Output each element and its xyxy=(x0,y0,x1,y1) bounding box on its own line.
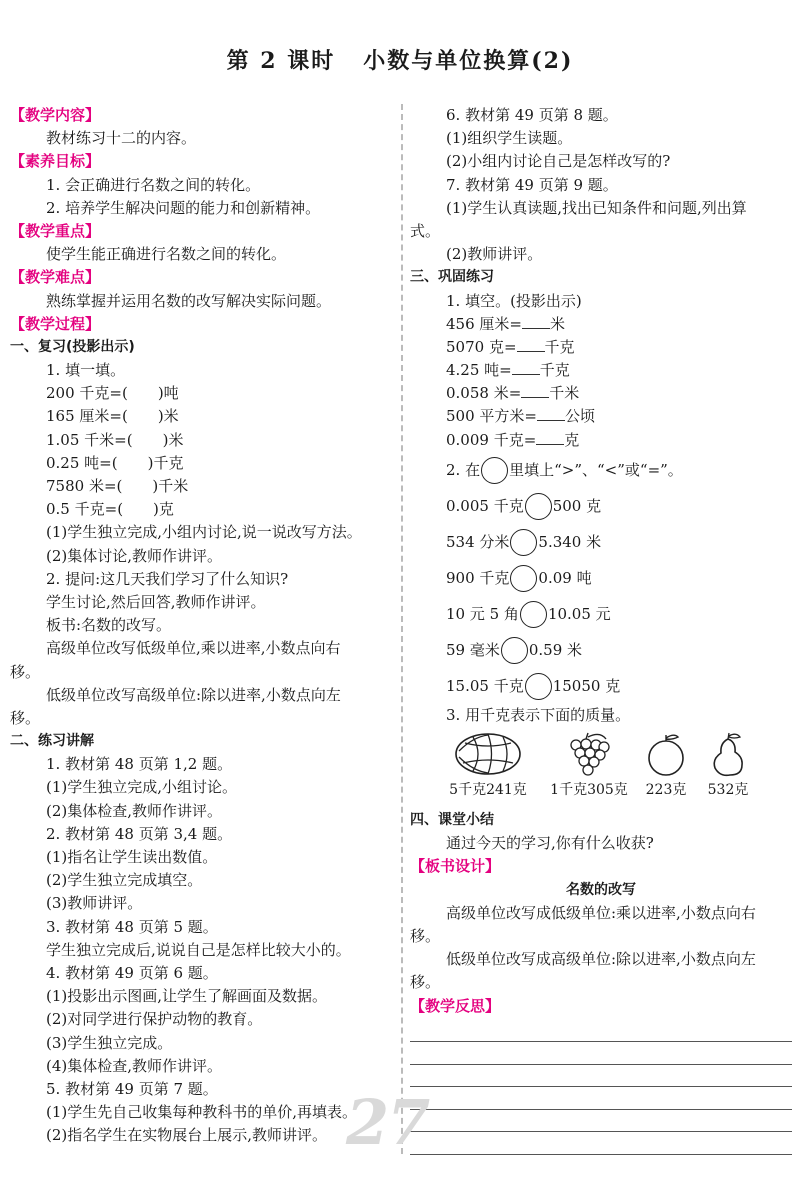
review-rule: 高级单位改写低级单位,乘以进率,小数点向右 xyxy=(46,639,341,658)
compare-item: 15.05 千克 15050 克 xyxy=(410,668,792,704)
review-item: 0.5 千克=( )克 xyxy=(46,500,174,519)
compare-item: 534 分米 5.340 米 xyxy=(410,524,792,560)
content-tag: 【教学内容】 xyxy=(10,106,101,124)
practice-line: (2)对同学进行保护动物的教育。 xyxy=(46,1010,263,1029)
practice-line: (2)集体检查,教师作讲评。 xyxy=(46,801,223,820)
practice-line: (1)学生认真读题,找出已知条件和问题,列出算 xyxy=(446,198,747,217)
review-step: 学生讨论,然后回答,教师作讲评。 xyxy=(46,592,266,611)
left-column xyxy=(10,104,398,1147)
review-item: 200 千克=( )吨 xyxy=(46,384,179,403)
practice-line: (1)指名让学生读出数值。 xyxy=(46,848,218,866)
summary-text: 通过今天的学习,你有什么收获? xyxy=(446,834,654,853)
fill-item: 500 平方米= 公顷 xyxy=(446,407,595,426)
fruit-label: 223克 xyxy=(645,782,687,798)
circle-blank xyxy=(520,601,547,628)
fill-blank xyxy=(521,384,549,398)
section-consolidate: 三、巩固练习 xyxy=(410,269,494,286)
fruit-label: 532克 xyxy=(707,782,749,798)
writing-line xyxy=(410,1042,792,1065)
reflection-tag: 【教学反思】 xyxy=(410,996,501,1015)
orange-icon xyxy=(644,731,688,777)
practice-line: (2)教师讲评。 xyxy=(446,245,543,264)
review-step: (1)学生独立完成,小组内讨论,说一说改写方法。 xyxy=(46,523,362,542)
circle-blank xyxy=(510,565,537,592)
circle-blank xyxy=(525,673,552,700)
practice-line: (4)集体检查,教师作讲评。 xyxy=(46,1056,223,1075)
content-text: 教材练习十二的内容。 xyxy=(46,129,197,148)
circle-blank xyxy=(525,493,552,520)
practice-line: 6. 教材第 49 页第 8 题。 xyxy=(446,106,618,124)
fruit-orange xyxy=(638,731,694,799)
fruit-grapes xyxy=(546,731,632,799)
board-title: 名数的改写 xyxy=(566,881,636,898)
fill-blank xyxy=(536,431,564,445)
goal-item: 1. 会正确进行名数之间的转化。 xyxy=(46,175,261,194)
fill-blank xyxy=(512,361,540,375)
writing-line xyxy=(410,1065,792,1088)
practice-line: (1)学生先自己收集每种教科书的单价,再填表。 xyxy=(46,1103,358,1122)
fill-item: 456 厘米= 米 xyxy=(446,314,565,333)
compare-item: 59 毫米 0.59 米 xyxy=(410,632,792,668)
fill-item: 0.058 米= 千米 xyxy=(446,384,580,403)
pear-icon xyxy=(708,731,748,777)
fruit-label: 1千克305克 xyxy=(550,782,628,798)
mass-question: 3. 用千克表示下面的质量。 xyxy=(446,705,631,724)
difficulty-text: 熟练掌握并运用名数的改写解决实际问题。 xyxy=(46,291,332,310)
circle-blank xyxy=(510,529,537,556)
practice-line: (2)小组内讨论自己是怎样改写的? xyxy=(446,152,671,171)
goal-item: 2. 培养学生解决问题的能力和创新精神。 xyxy=(46,198,321,217)
section-summary: 四、课堂小结 xyxy=(410,812,494,828)
practice-line: 2. 教材第 48 页第 3,4 题。 xyxy=(46,824,233,843)
practice-line: (1)组织学生读题。 xyxy=(446,129,573,148)
review-step: 板书:名数的改写。 xyxy=(46,616,172,635)
column-divider xyxy=(401,104,403,1154)
key-tag: 【教学重点】 xyxy=(10,221,101,240)
writing-line xyxy=(410,1132,792,1155)
fruit-watermelon xyxy=(448,731,528,799)
watermelon-icon xyxy=(453,731,523,777)
goal-tag: 【素养目标】 xyxy=(10,152,101,171)
reflection-lines xyxy=(410,1020,792,1155)
right-column xyxy=(410,104,792,1155)
fill-blank xyxy=(517,338,545,352)
fruit-row xyxy=(410,731,792,809)
compare-item: 10 元 5 角 10.05 元 xyxy=(410,596,792,632)
compare-question: 2. 在 里填上“>”、“<”或“=”。 xyxy=(410,452,792,488)
board-rule: 低级单位改写成高级单位:除以进率,小数点向左 xyxy=(446,950,756,969)
circle-blank xyxy=(481,457,508,484)
fruit-pear xyxy=(700,731,756,799)
practice-line: (3)学生独立完成。 xyxy=(46,1033,173,1052)
writing-line xyxy=(410,1087,792,1110)
practice-line: 7. 教材第 49 页第 9 题。 xyxy=(446,175,618,194)
key-text: 使学生能正确进行名数之间的转化。 xyxy=(46,245,287,264)
writing-line xyxy=(410,1110,792,1133)
practice-line: (1)投影出示图画,让学生了解画面及数据。 xyxy=(46,987,328,1006)
practice-line: (3)教师讲评。 xyxy=(46,894,143,913)
fill-item: 5070 克= 千克 xyxy=(446,337,575,356)
review-step: 2. 提问:这几天我们学习了什么知识? xyxy=(46,569,289,588)
review-item: 1.05 千米=( )米 xyxy=(46,430,184,449)
review-item: 0.25 吨=( )千克 xyxy=(46,453,184,472)
review-rule-cont: 移。 xyxy=(10,662,41,681)
fill-blank xyxy=(522,315,550,329)
practice-line: 1. 教材第 48 页第 1,2 题。 xyxy=(46,755,233,774)
board-tag: 【板书设计】 xyxy=(410,857,501,876)
review-step: (2)集体讨论,教师作讲评。 xyxy=(46,546,223,565)
page-title xyxy=(0,44,800,75)
fill-item: 0.009 千克= 克 xyxy=(446,430,580,449)
section-review: 一、复习(投影出示) xyxy=(10,338,135,355)
practice-line-cont: 式。 xyxy=(410,221,441,240)
consolidate-question: 1. 填空。(投影出示) xyxy=(446,291,582,310)
review-item: 7580 米=( )千米 xyxy=(46,477,189,495)
compare-item: 0.005 千克 500 克 xyxy=(410,488,792,524)
practice-line: 5. 教材第 49 页第 7 题。 xyxy=(46,1079,218,1098)
review-rule-cont: 移。 xyxy=(10,708,41,727)
review-item: 165 厘米=( )米 xyxy=(46,407,179,426)
practice-line: (2)指名学生在实物展台上展示,教师讲评。 xyxy=(46,1126,328,1145)
review-rule: 低级单位改写高级单位:除以进率,小数点向左 xyxy=(46,685,341,704)
lesson-topic: 小数与单位换算(2) xyxy=(363,48,574,74)
page-number: 27 xyxy=(346,1086,429,1159)
fill-item: 4.25 吨= 千克 xyxy=(446,361,570,380)
board-rule-cont: 移。 xyxy=(410,973,441,992)
board-rule-cont: 移。 xyxy=(410,926,441,945)
practice-line: 3. 教材第 48 页第 5 题。 xyxy=(46,917,218,936)
review-question: 1. 填一填。 xyxy=(46,361,126,380)
grapes-icon xyxy=(564,731,614,777)
fill-blank xyxy=(537,407,565,421)
compare-item: 900 千克 0.09 吨 xyxy=(410,560,792,596)
section-practice: 二、练习讲解 xyxy=(10,733,94,750)
fruit-label: 5千克241克 xyxy=(449,782,527,798)
lesson-number: 第 2 课时 xyxy=(226,48,336,74)
practice-line: 学生独立完成后,说说自己是怎样比较大小的。 xyxy=(46,940,351,959)
practice-line: 4. 教材第 49 页第 6 题。 xyxy=(46,963,218,982)
board-rule: 高级单位改写成低级单位:乘以进率,小数点向右 xyxy=(446,903,756,922)
circle-blank xyxy=(501,637,528,664)
practice-line: (1)学生独立完成,小组讨论。 xyxy=(46,778,238,797)
practice-line: (2)学生独立完成填空。 xyxy=(46,871,203,890)
difficulty-tag: 【教学难点】 xyxy=(10,268,101,287)
process-tag: 【教学过程】 xyxy=(10,314,101,333)
writing-line xyxy=(410,1020,792,1043)
